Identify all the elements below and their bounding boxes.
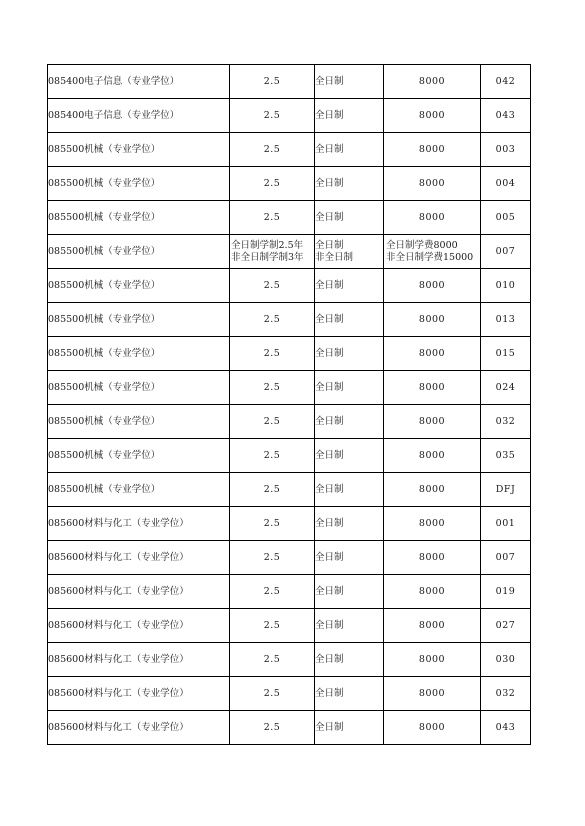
table-row xyxy=(48,201,531,235)
study-years-cell: 2.5 xyxy=(230,65,315,99)
program-code-cell: 042 xyxy=(481,65,531,99)
study-mode-cell: 全日制 xyxy=(315,541,384,575)
study-mode-cell: 全日制 xyxy=(315,337,384,371)
study-years-cell xyxy=(230,235,315,269)
program-table-body xyxy=(48,65,531,745)
major-name-cell: 085500机械（专业学位） xyxy=(48,303,230,337)
program-code-cell: 013 xyxy=(481,303,531,337)
major-name-cell: 085600材料与化工（专业学位） xyxy=(48,575,230,609)
table-row xyxy=(48,609,531,643)
tuition-fee-cell: 8000 xyxy=(384,405,481,439)
major-name-cell: 085500机械（专业学位） xyxy=(48,439,230,473)
study-mode-cell: 全日制 xyxy=(315,269,384,303)
table-row xyxy=(48,99,531,133)
tuition-fee-cell: 8000 xyxy=(384,201,481,235)
study-mode-cell: 全日制 xyxy=(315,99,384,133)
program-code-cell: 005 xyxy=(481,201,531,235)
program-code-cell: 015 xyxy=(481,337,531,371)
tuition-fee-cell: 8000 xyxy=(384,711,481,745)
study-mode-cell: 全日制 xyxy=(315,677,384,711)
study-years-cell: 2.5 xyxy=(230,541,315,575)
table-row xyxy=(48,269,531,303)
tuition-fee-cell: 8000 xyxy=(384,303,481,337)
major-name-cell: 085500机械（专业学位） xyxy=(48,405,230,439)
major-name-cell: 085600材料与化工（专业学位） xyxy=(48,541,230,575)
major-name-cell: 085500机械（专业学位） xyxy=(48,133,230,167)
study-mode-cell: 全日制 xyxy=(315,371,384,405)
table-row xyxy=(48,473,531,507)
tuition-fee-cell: 8000 xyxy=(384,473,481,507)
program-code-cell: 032 xyxy=(481,405,531,439)
table-row xyxy=(48,439,531,473)
study-mode-cell: 全日制 xyxy=(315,303,384,337)
major-name-cell: 085600材料与化工（专业学位） xyxy=(48,609,230,643)
program-code-cell: 003 xyxy=(481,133,531,167)
tuition-fee-cell: 8000 xyxy=(384,99,481,133)
program-code-cell: 043 xyxy=(481,99,531,133)
study-years-cell: 2.5 xyxy=(230,439,315,473)
major-name-cell: 085500机械（专业学位） xyxy=(48,473,230,507)
program-code-cell: 007 xyxy=(481,541,531,575)
study-years-cell-line: 全日制学制2.5年 xyxy=(231,239,304,251)
program-code-cell: 027 xyxy=(481,609,531,643)
program-code-cell: DFJ xyxy=(481,473,531,507)
study-mode-cell: 全日制 xyxy=(315,575,384,609)
table-row xyxy=(48,235,531,269)
tuition-fee-cell xyxy=(384,235,481,269)
table-row xyxy=(48,711,531,745)
program-code-cell: 019 xyxy=(481,575,531,609)
program-code-cell: 032 xyxy=(481,677,531,711)
study-mode-cell-line: 非全日制 xyxy=(315,251,354,263)
study-mode-cell-line: 全日制 xyxy=(315,239,344,251)
table-row xyxy=(48,507,531,541)
tuition-fee-cell: 8000 xyxy=(384,643,481,677)
study-years-cell: 2.5 xyxy=(230,473,315,507)
study-years-cell: 2.5 xyxy=(230,303,315,337)
tuition-fee-cell-line: 全日制学费8000 xyxy=(386,239,458,251)
program-code-cell: 043 xyxy=(481,711,531,745)
study-years-cell: 2.5 xyxy=(230,167,315,201)
tuition-fee-cell: 8000 xyxy=(384,507,481,541)
major-name-cell: 085600材料与化工（专业学位） xyxy=(48,711,230,745)
tuition-fee-cell: 8000 xyxy=(384,677,481,711)
major-name-cell: 085400电子信息（专业学位） xyxy=(48,65,230,99)
major-name-cell: 085500机械（专业学位） xyxy=(48,235,230,269)
study-years-cell: 2.5 xyxy=(230,609,315,643)
table-row xyxy=(48,575,531,609)
study-years-cell: 2.5 xyxy=(230,507,315,541)
tuition-fee-cell: 8000 xyxy=(384,609,481,643)
major-name-cell: 085600材料与化工（专业学位） xyxy=(48,507,230,541)
study-mode-cell: 全日制 xyxy=(315,65,384,99)
tuition-fee-cell: 8000 xyxy=(384,337,481,371)
tuition-fee-cell: 8000 xyxy=(384,65,481,99)
study-mode-cell: 全日制 xyxy=(315,507,384,541)
tuition-fee-cell: 8000 xyxy=(384,269,481,303)
program-code-cell: 024 xyxy=(481,371,531,405)
study-mode-cell: 全日制 xyxy=(315,643,384,677)
table-row xyxy=(48,167,531,201)
study-years-cell: 2.5 xyxy=(230,201,315,235)
program-code-cell: 010 xyxy=(481,269,531,303)
major-name-cell: 085500机械（专业学位） xyxy=(48,337,230,371)
study-years-cell: 2.5 xyxy=(230,405,315,439)
tuition-fee-cell: 8000 xyxy=(384,133,481,167)
table-row xyxy=(48,303,531,337)
study-mode-cell: 全日制 xyxy=(315,201,384,235)
table-row xyxy=(48,371,531,405)
program-code-cell: 004 xyxy=(481,167,531,201)
tuition-fee-cell: 8000 xyxy=(384,439,481,473)
program-table xyxy=(47,64,531,745)
tuition-fee-cell: 8000 xyxy=(384,371,481,405)
study-mode-cell: 全日制 xyxy=(315,133,384,167)
major-name-cell: 085500机械（专业学位） xyxy=(48,201,230,235)
study-mode-cell: 全日制 xyxy=(315,439,384,473)
program-code-cell: 001 xyxy=(481,507,531,541)
study-mode-cell: 全日制 xyxy=(315,473,384,507)
study-years-cell: 2.5 xyxy=(230,643,315,677)
major-name-cell: 085400电子信息（专业学位） xyxy=(48,99,230,133)
study-years-cell: 2.5 xyxy=(230,337,315,371)
table-row xyxy=(48,133,531,167)
study-years-cell: 2.5 xyxy=(230,269,315,303)
study-mode-cell: 全日制 xyxy=(315,405,384,439)
table-row xyxy=(48,677,531,711)
tuition-fee-cell: 8000 xyxy=(384,541,481,575)
table-row xyxy=(48,405,531,439)
study-years-cell: 2.5 xyxy=(230,575,315,609)
study-mode-cell: 全日制 xyxy=(315,711,384,745)
table-row xyxy=(48,65,531,99)
major-name-cell: 085600材料与化工（专业学位） xyxy=(48,677,230,711)
table-row xyxy=(48,643,531,677)
program-code-cell: 007 xyxy=(481,235,531,269)
major-name-cell: 085500机械（专业学位） xyxy=(48,371,230,405)
major-name-cell: 085600材料与化工（专业学位） xyxy=(48,643,230,677)
table-row xyxy=(48,337,531,371)
program-code-cell: 035 xyxy=(481,439,531,473)
study-years-cell: 2.5 xyxy=(230,99,315,133)
tuition-fee-cell: 8000 xyxy=(384,167,481,201)
study-years-cell: 2.5 xyxy=(230,711,315,745)
major-name-cell: 085500机械（专业学位） xyxy=(48,167,230,201)
table-row xyxy=(48,541,531,575)
major-name-cell: 085500机械（专业学位） xyxy=(48,269,230,303)
program-code-cell: 030 xyxy=(481,643,531,677)
study-mode-cell: 全日制 xyxy=(315,167,384,201)
tuition-fee-cell: 8000 xyxy=(384,575,481,609)
tuition-fee-cell-line: 非全日制学费15000 xyxy=(386,251,474,263)
study-years-cell: 2.5 xyxy=(230,133,315,167)
study-years-cell: 2.5 xyxy=(230,677,315,711)
study-years-cell-line: 非全日制学制3年 xyxy=(231,251,304,263)
study-mode-cell: 全日制 xyxy=(315,609,384,643)
study-years-cell: 2.5 xyxy=(230,371,315,405)
study-mode-cell xyxy=(315,235,384,269)
